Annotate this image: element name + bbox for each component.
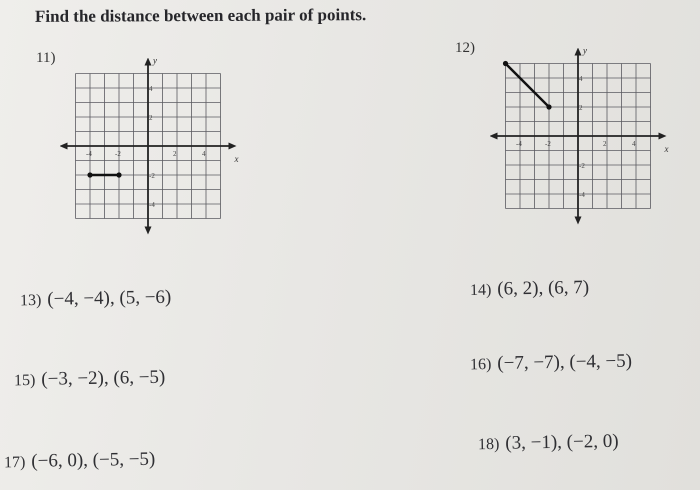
y-tick-label: 2 (579, 104, 583, 112)
y-tick-label: 4 (579, 75, 583, 83)
problem-16 (470, 351, 632, 376)
x-tick-label: -2 (545, 140, 551, 148)
y-axis-down-arrow-icon (575, 217, 582, 225)
y-axis-up-arrow-icon (145, 58, 152, 66)
segment-endpoint (87, 172, 92, 177)
problem-17-points: (−6, 0), (−5, −5) (31, 448, 156, 472)
problem-11-number: 11) (36, 50, 56, 66)
x-tick-label: 2 (603, 140, 607, 148)
x-axis-left-arrow-icon (490, 133, 498, 140)
segment-endpoint (503, 61, 508, 66)
x-axis-right-arrow-icon (659, 133, 667, 140)
x-tick-label: -4 (86, 150, 92, 158)
segment-endpoint (546, 104, 551, 109)
problem-12-number: 12) (455, 40, 475, 56)
coordinate-graph-11 (60, 58, 260, 238)
coordinate-graph-12 (490, 48, 690, 228)
x-axis-label: x (664, 144, 669, 154)
segment-endpoint (116, 172, 121, 177)
problem-14-number: 14) (469, 281, 492, 300)
x-tick-label: 4 (632, 140, 636, 148)
problem-14-points: (6, 2), (6, 7) (497, 276, 590, 300)
x-axis-label: x (234, 154, 239, 164)
y-tick-label: 2 (149, 114, 153, 122)
y-tick-label: -4 (149, 201, 155, 209)
x-tick-label: -4 (516, 140, 522, 148)
y-tick-label: -2 (149, 172, 155, 180)
problem-15 (14, 367, 166, 392)
problem-18 (478, 431, 619, 455)
y-axis-down-arrow-icon (145, 227, 152, 235)
worksheet-title: Find the distance between each pair of points. (34, 5, 367, 26)
problem-13-points: (−4, −4), (5, −6) (47, 286, 172, 310)
problem-13-number: 13) (19, 291, 42, 310)
x-tick-label: -2 (115, 150, 121, 158)
problem-18-number: 18) (477, 435, 500, 454)
problem-15-points: (−3, −2), (6, −5) (41, 366, 166, 390)
problem-15-number: 15) (13, 371, 36, 390)
x-axis-right-arrow-icon (229, 143, 237, 150)
problem-17-number: 17) (3, 453, 26, 472)
y-axis-label: y (153, 58, 157, 66)
y-tick-label: -4 (579, 191, 585, 199)
line-segment (506, 64, 550, 108)
x-axis-left-arrow-icon (60, 143, 68, 150)
problem-16-points: (−7, −7), (−4, −5) (497, 350, 633, 374)
problem-14 (470, 277, 590, 301)
x-tick-label: 2 (173, 150, 177, 158)
problem-16-number: 16) (469, 356, 492, 374)
x-tick-label: 4 (202, 150, 206, 158)
problem-13 (20, 287, 172, 312)
problem-17 (4, 449, 156, 474)
y-axis-up-arrow-icon (575, 48, 582, 56)
y-tick-label: -2 (579, 162, 585, 170)
problem-18-points: (3, −1), (−2, 0) (505, 430, 619, 454)
y-tick-label: 4 (149, 85, 153, 93)
y-axis-label: y (583, 48, 587, 56)
